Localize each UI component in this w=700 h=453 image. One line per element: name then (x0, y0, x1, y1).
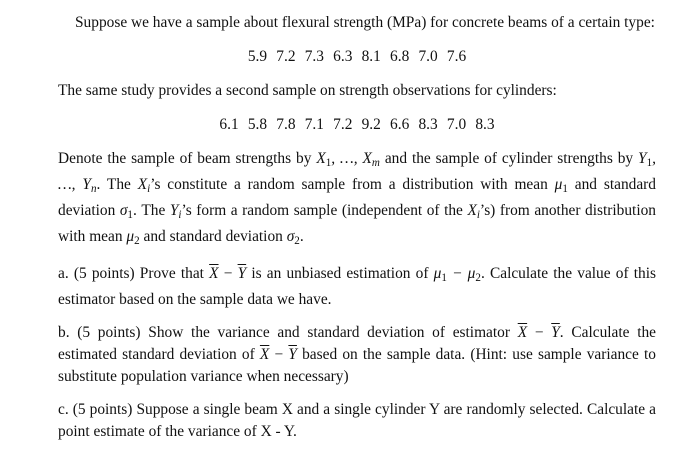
cylinder-value: 7.0 (446, 116, 467, 133)
math-sigma2: $\sigma_2$ (286, 228, 300, 248)
part-b-paragraph (58, 322, 656, 388)
beam-value: 5.9 (247, 48, 268, 65)
math-sigma1: $\sigma_1$ (119, 202, 133, 222)
cylinder-value: 6.1 (219, 116, 239, 133)
text-span: b. (5 points) Show the variance and standard deviation of estimator (58, 324, 518, 342)
cylinder-value: 8.3 (418, 116, 438, 133)
second-sample-paragraph (58, 80, 656, 102)
cylinder-value: 7.2 (333, 116, 353, 133)
math-xbar-minus-ybar: $\overline{X} - \overline{Y}$ (209, 265, 247, 283)
text-span: ’s) from another distribution with mean (58, 202, 656, 246)
math-mu2: $\mu_2$ (126, 228, 140, 248)
text-span: and the sample of cylinder strengths by (379, 150, 639, 167)
text-span: c. (5 points) Suppose a single beam X and a single cylinder Y are randomly selected. Calculate a point estimate of the variance of X - Y. (58, 401, 656, 441)
intro-text: Suppose we have a sample about flexural strength (MPa) for concrete beams of a certain type: (75, 14, 655, 31)
beam-value: 7.0 (418, 48, 438, 65)
text-span: . (299, 228, 304, 246)
text-span: . The (96, 176, 138, 194)
math-xi: $X_i$ (137, 176, 151, 196)
text-span: ’s form a random sample (independent of the (181, 202, 468, 220)
cylinder-value: 6.6 (390, 116, 410, 133)
beam-value: 7.3 (304, 48, 324, 65)
text-span: based on the sample data. (Hint: use sample variance to substitute population variance when necessary) (58, 346, 656, 386)
beam-value: 7.6 (446, 48, 467, 65)
cylinder-value: 5.8 (247, 116, 268, 133)
math-y-sequence: $Y_1$, …, $Y_n$ (58, 150, 657, 196)
text-span: Denote the sample of beam strengths by (58, 150, 317, 167)
text-span: . Calculate the value of this estimator based on the sample data we have. (58, 265, 656, 309)
text-span: a. (5 points) Prove that (58, 265, 210, 283)
cylinder-value: 7.8 (276, 116, 296, 133)
beam-value: 6.8 (390, 48, 410, 65)
math-x-sequence: $X_1$, …, $X_m$ (316, 150, 380, 170)
math-mu1-minus-mu2: $\mu_1 - \mu_2$ (433, 265, 481, 285)
beam-value: 8.1 (361, 48, 381, 65)
text-span: and standard deviation (58, 176, 656, 220)
math-xi: $X_i$ (467, 202, 480, 222)
math-xbar-minus-ybar: $\overline{X} - \overline{Y}$ (259, 346, 297, 364)
part-a-paragraph (58, 263, 656, 311)
denote-paragraph (58, 148, 656, 252)
text-span: . The (132, 202, 170, 220)
cylinder-value: 8.3 (475, 116, 495, 133)
part-c-paragraph (58, 399, 656, 443)
text-span: ’s constitute a random sample from a distribution with mean (150, 176, 555, 194)
text-span: is an unbiased estimation of (246, 265, 434, 283)
beam-value: 6.3 (333, 48, 353, 65)
cylinder-value: 7.1 (304, 116, 324, 133)
math-yi: $Y_i$ (169, 202, 182, 222)
cylinder-value: 9.2 (361, 116, 381, 133)
second-sample-text: The same study provides a second sample on strength observations for cylinders: (58, 82, 557, 99)
math-xbar-minus-ybar: $\overline{X} - \overline{Y}$ (517, 324, 560, 342)
intro-paragraph (58, 12, 656, 34)
math-mu1: $\mu_1$ (554, 176, 568, 196)
beam-value: 7.2 (276, 48, 296, 65)
text-span: . Calculate the estimated standard deviation of (58, 324, 656, 364)
text-span: and standard deviation (139, 228, 287, 246)
cylinder-data-row (58, 114, 656, 136)
beam-data-row (58, 46, 656, 68)
